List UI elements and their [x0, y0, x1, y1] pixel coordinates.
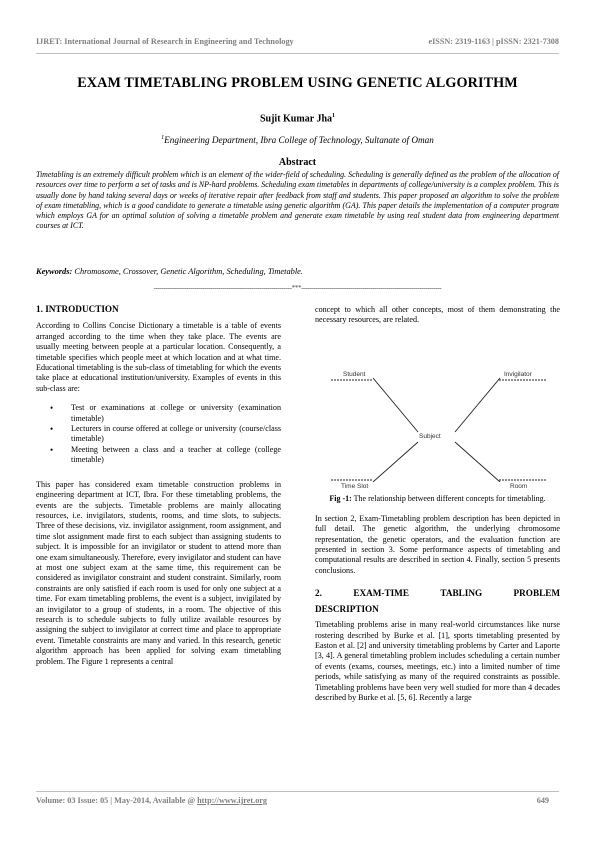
heading-word: PROBLEM — [513, 588, 560, 599]
list-item: • Lecturers in course offered at college or university (course/class timetable) — [36, 424, 281, 445]
figure-label: Fig -1: — [329, 493, 352, 503]
issn-info: eISSN: 2319-1163 | pISSN: 2321-7308 — [428, 37, 559, 46]
keywords-line — [36, 267, 559, 276]
figure-caption-text: The relationship between different concepts for timetabling. — [353, 493, 546, 503]
heading-word: 2. — [315, 588, 322, 599]
heading-word: DESCRIPTION — [315, 604, 379, 615]
right-column — [315, 305, 560, 713]
figure-caption — [315, 494, 560, 504]
paper-title: EXAM TIMETABLING PROBLEM USING GENETIC ALGORITHM — [77, 75, 518, 91]
footer-volume-info — [36, 796, 267, 805]
intro-paragraph-2: This paper has considered exam timetable construction problems in engineering department at ICT, Ibra. For these timetabling problems, the events are the subjects. Timetable problems are mainly allocating resources, i.e. invigilators, students, rooms, and time slots, to subjects. Three of these decisions, viz. invigilator assignment, room assignment, and time slot assignment made first to each subject than assigning students to subject. It is impossible for an invigilator or student to attend more than one exam simultaneously. Therefore, every invigilator and student can have at most one subject exam at the same time, this requirement can be considered as invigilator constraint and student constraint. Similarly, room constraints are only satisfied if each room is used for only one subject at a time. For exam timetabling problems, the event is a subject, invigilated by an invigilator to a group of students, in a room. The objective of this research is to schedule subjects to fully utilize available resources by assigning the subject to invigilator at correct time and place to appropriate event. Timetable constraints are many and varied. In this research, genetic algorithm approach has been applied for solving exam timetabling problem. The Figure 1 represents a central — [36, 479, 281, 666]
author-superscript: 1 — [332, 113, 336, 119]
author-name: Sujit Kumar Jha — [259, 113, 333, 125]
list-item: • Meeting between a class and a teacher at college (college timetable) — [36, 445, 281, 466]
node-student: Student — [343, 370, 366, 378]
footer-volume-text: Volume: 03 Issue: 05 | May-2014, Available @ — [36, 796, 198, 805]
section-separator: --------------------------------------------------------------------***--------------------------------------------------------------------- — [153, 284, 442, 292]
node-subject: Subject — [419, 432, 441, 440]
footer-divider — [36, 791, 559, 792]
journal-link[interactable]: http://www.ijret.org — [197, 796, 268, 805]
list-item: • Test or examinations at college or university (examination timetable) — [36, 403, 281, 424]
running-header — [36, 37, 559, 51]
figure-lines — [315, 332, 560, 482]
left-column — [36, 304, 281, 676]
journal-name: IJRET: International Journal of Research in Engineering and Technology — [36, 37, 294, 46]
heading-word: TABLING — [440, 588, 483, 599]
header-divider — [36, 53, 559, 54]
concept-relationship-figure — [315, 332, 560, 490]
event-examples-list — [36, 403, 281, 465]
affiliation: Engineering Department, Ibra College of Technology, Sultanate of Oman — [164, 135, 434, 146]
abstract-text: Timetabling is an extremely difficult problem which is an element of the wider-field of scheduling. Scheduling is generally defined as the problem of the allocation of resources over time to perform a set of tasks and is NP-hard problems. Scheduling exam timetables in departments of college/university is a complex problem. This is usually done by hand taking several days or weeks of iterative repair after feedback from staff and students. This paper proposed an algorithm to solve the problem of exam timetabling, which is a good candidate to generate a timetable using genetic algorithm (GA). This paper details the implementation of a computer program which employs GA for an optimal solution of solving a timetable problem and generate exam timetable by using real student data from engineering department courses at ICT. — [36, 170, 559, 231]
keywords-list: Chromosome, Crossover, Genetic Algorithm, Scheduling, Timetable. — [74, 267, 303, 276]
edge-timeslot-subject — [373, 442, 418, 482]
edge-student-subject — [373, 378, 418, 432]
heading-word: EXAM-TIME — [353, 588, 409, 599]
author-line — [36, 113, 559, 124]
edge-room-subject — [455, 442, 500, 482]
section-overview-paragraph: In section 2, Exam-Timetabling problem description has been depicted in full detail. The genetic algorithm, the underlying chromosome representation, the genetic operators, and the evaluation function are presented in section 3. Some performance aspects of timetabling and computational results are described in section 4. Finally, section 5 presents conclusions. — [315, 513, 560, 575]
intro-paragraph-1: According to Collins Concise Dictionary a timetable is a table of events arranged according to the time when they take place. The events are usually meeting between people at a particular location. Consequently, a timetable specifies which people meet at which location and at what time. Educational timetabling is the sub-class of timetabling for which the events take place at educational institution/university. Examples of events in this sub-class are: — [36, 321, 281, 393]
edge-invigilator-subject — [455, 378, 500, 432]
abstract-heading: Abstract — [278, 157, 317, 168]
section-2-heading — [315, 585, 560, 617]
node-timeslot: Time Slot — [341, 482, 369, 490]
intro-heading: 1. INTRODUCTION — [36, 304, 119, 314]
keywords-label: Keywords: — [36, 267, 73, 276]
node-invigilator: Invigilator — [504, 370, 532, 378]
page-number: 649 — [536, 796, 549, 805]
section-2-paragraph: Timetabling problems arise in many real-world circumstances like nurse rostering described by Burke et al. [1], sports timetabling presented by Easton et al. [2] and university timetabling problems by Carter and Laporte [3, 4]. A general timetabling problem includes scheduling a certain number of events (exams, courses, meetings, etc.) into a limited number of time periods, while satisfying as many of the required constraints as possible. Timetabling problems have been very well studied for more than 4 decades described by Burke et al. [5, 6]. Recently a large — [315, 620, 560, 703]
intro-paragraph-continued: concept to which all other concepts, most of them demonstrating the necessary resources, are related. — [315, 305, 560, 325]
affiliation-line — [36, 135, 559, 145]
affiliation-superscript: 1 — [161, 135, 165, 141]
node-room: Room — [510, 482, 528, 490]
